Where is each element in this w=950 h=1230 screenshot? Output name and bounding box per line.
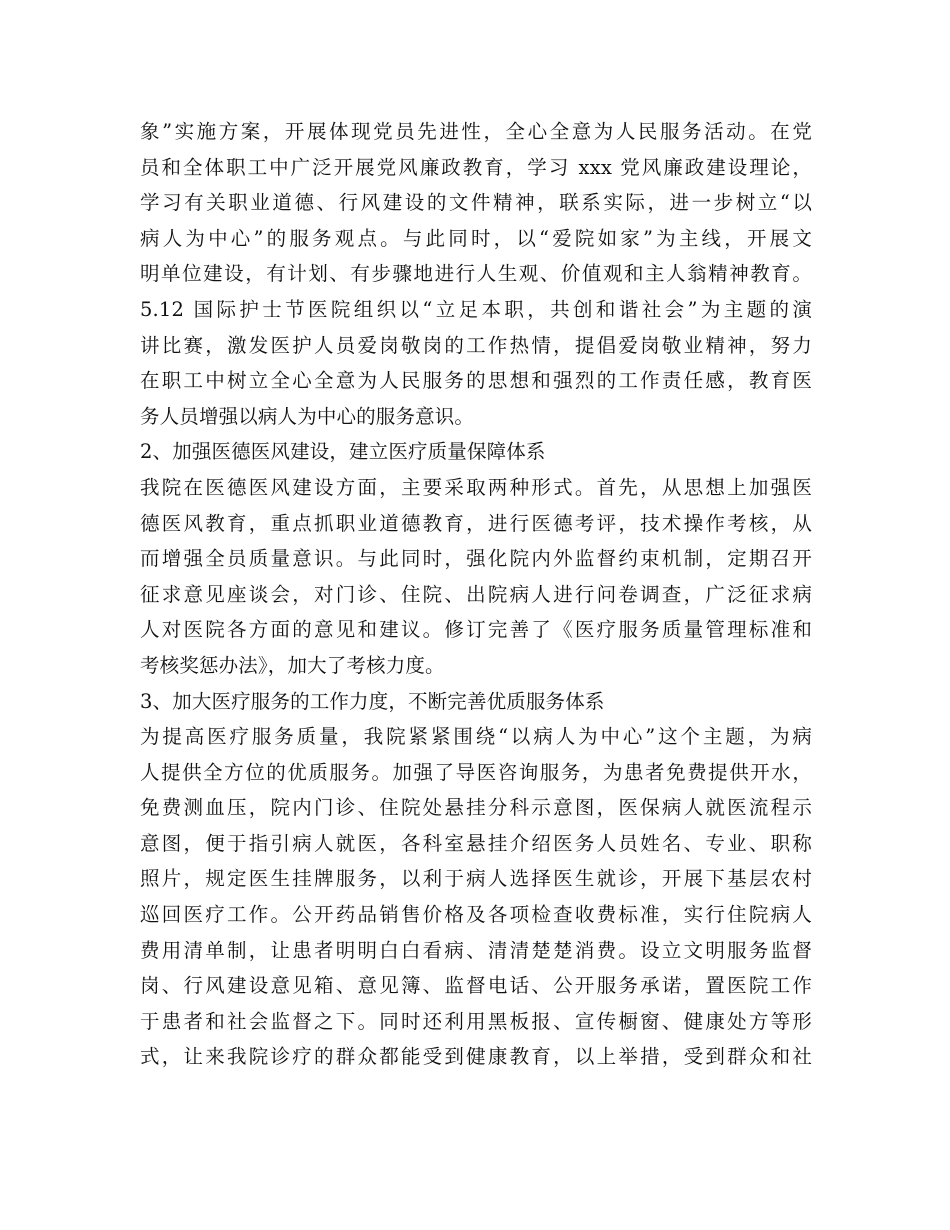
text-line: 在职工中树立全心全意为人民服务的思想和强烈的工作责任感，教育医	[140, 369, 812, 393]
text-line: 人对医院各方面的意见和建议。修订完善了《医疗服务质量管理标准和	[140, 618, 812, 642]
text-line: 费用清单制，让患者明明白白看病、清清楚楚消费。设立文明服务监督	[140, 938, 812, 962]
section-heading: 3、加大医疗服务的工作力度，不断完善优质服务体系	[140, 689, 605, 713]
text-line: 岗、行风建设意见箱、意见簿、监督电话、公开服务承诺，置医院工作	[140, 974, 812, 998]
text-line: 讲比赛，激发医护人员爱岗敬岗的工作热情，提倡爱岗敬业精神，努力	[140, 333, 812, 357]
text-line: 意图，便于指引病人就医，各科室悬挂介绍医务人员姓名、专业、职称	[140, 831, 812, 855]
text-line: 我院在医德医风建设方面，主要采取两种形式。首先，从思想上加强医	[140, 475, 812, 499]
text-line: 象”实施方案，开展体现党员先进性，全心全意为人民服务活动。在党	[140, 120, 812, 143]
text-line: 明单位建设，有计划、有步骤地进行人生观、价值观和主人翁精神教育。	[140, 262, 812, 286]
text-line: 征求意见座谈会，对门诊、住院、出院病人进行问卷调查，广泛征求病	[140, 582, 812, 606]
text-line: 5.12 国际护士节医院组织以“立足本职，共创和谐社会”为主题的演	[140, 297, 812, 321]
text-line: 德医风教育，重点抓职业道德教育，进行医德考评，技术操作考核，从	[140, 511, 812, 535]
text-line: 为提高医疗服务质量，我院紧紧围绕“以病人为中心”这个主题，为病	[140, 725, 812, 749]
text-line: 照片，规定医生挂牌服务，以利于病人选择医生就诊，开展下基层农村	[140, 867, 812, 891]
text-line: 务人员增强以病人为中心的服务意识。	[140, 404, 475, 428]
text-line: 学习有关职业道德、行风建设的文件精神，联系实际，进一步树立“以	[140, 191, 812, 215]
text-line: 免费测血压，院内门诊、住院处悬挂分科示意图，医保病人就医流程示	[140, 796, 812, 820]
document-body	[140, 114, 812, 1075]
section-heading: 2、加强医德医风建设，建立医疗质量保障体系	[140, 440, 546, 464]
text-line: 式，让来我院诊疗的群众都能受到健康教育，以上举措，受到群众和社	[140, 1045, 812, 1069]
text-line: 考核奖惩办法》，加大了考核力度。	[140, 653, 445, 677]
text-line: 病人为中心”的服务观点。与此同时，以“爱院如家”为主线，开展文	[140, 226, 812, 250]
text-line: 人提供全方位的优质服务。加强了导医咨询服务，为患者免费提供开水，	[140, 760, 812, 784]
text-line: 巡回医疗工作。公开药品销售价格及各项检查收费标准，实行住院病人	[140, 903, 812, 927]
text-line: 于患者和社会监督之下。同时还利用黑板报、宣传橱窗、健康处方等形	[140, 1009, 812, 1033]
text-line: 而增强全员质量意识。与此同时，强化院内外监督约束机制，定期召开	[140, 547, 812, 571]
text-line: 员和全体职工中广泛开展党风廉政教育，学习 xxx 党风廉政建设理论，	[140, 155, 812, 179]
